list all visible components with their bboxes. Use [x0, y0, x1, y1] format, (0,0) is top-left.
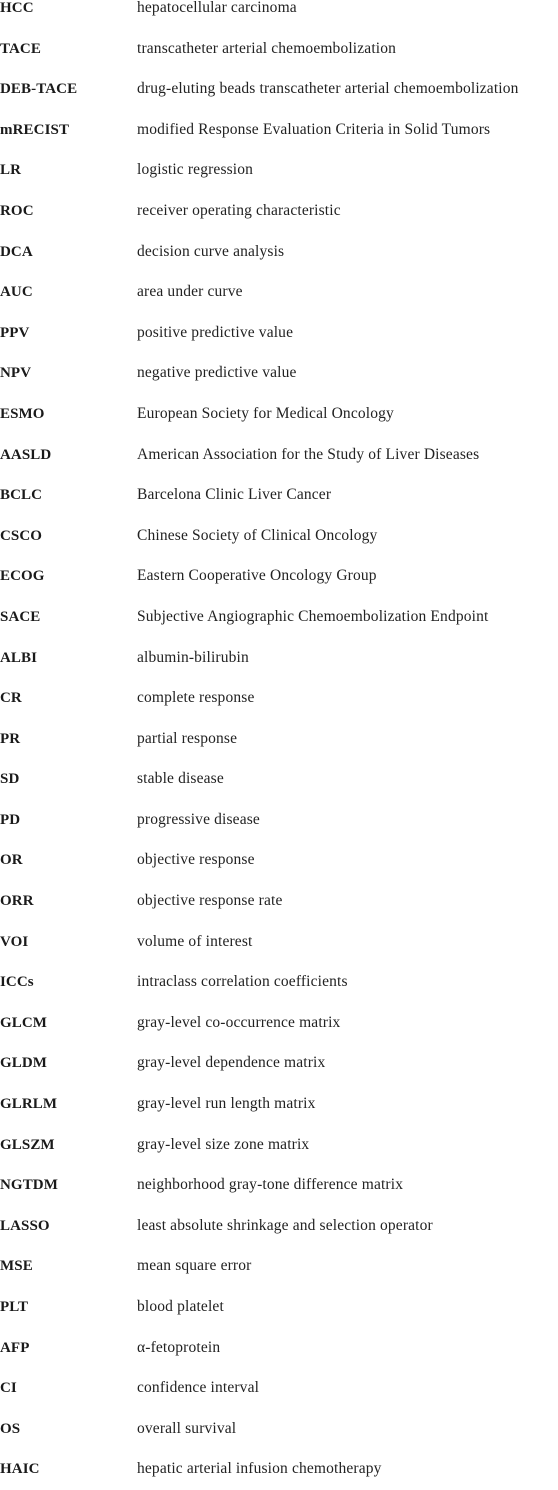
abbreviation-definition: drug-eluting beads transcatheter arterial chemoembolization	[137, 80, 519, 98]
abbreviation-row	[0, 1409, 558, 1450]
abbreviation-definition: confidence interval	[137, 1379, 260, 1397]
abbreviation-term: MSE	[0, 1258, 33, 1275]
abbreviation-row	[0, 1125, 558, 1166]
abbreviation-row	[0, 1449, 558, 1490]
abbreviation-row	[0, 353, 558, 394]
abbreviation-row	[0, 1328, 558, 1369]
abbreviation-term: NPV	[0, 365, 32, 382]
abbreviation-definition: gray-level dependence matrix	[137, 1054, 326, 1072]
abbreviation-row	[0, 1165, 558, 1206]
abbreviation-definition: negative predictive value	[137, 364, 297, 382]
abbreviation-definition: European Society for Medical Oncology	[137, 404, 394, 422]
abbreviation-definition: logistic regression	[137, 161, 254, 179]
abbreviation-term: PLT	[0, 1299, 29, 1315]
abbreviation-row	[0, 1246, 558, 1287]
abbreviation-row	[0, 1003, 558, 1044]
abbreviation-definition: modified Response Evaluation Criteria in Solid Tumors	[137, 120, 491, 138]
abbreviation-term: AUC	[0, 284, 33, 301]
abbreviation-row	[0, 0, 558, 29]
abbreviation-term: HAIC	[0, 1461, 40, 1478]
abbreviation-definition: albumin-bilirubin	[137, 648, 249, 666]
abbreviation-row	[0, 272, 558, 313]
abbreviation-definition: overall survival	[137, 1419, 237, 1437]
abbreviation-definition: volume of interest	[137, 932, 253, 950]
abbreviation-term: DCA	[0, 243, 33, 260]
abbreviation-row	[0, 191, 558, 232]
abbreviation-row	[0, 759, 558, 800]
abbreviation-row	[0, 394, 558, 435]
abbreviation-row	[0, 475, 558, 516]
abbreviation-definition: blood platelet	[137, 1298, 224, 1315]
abbreviation-term: ROC	[0, 202, 34, 219]
abbreviation-definition: gray-level size zone matrix	[137, 1135, 310, 1153]
abbreviation-term: SACE	[0, 608, 41, 625]
abbreviation-term: CSCO	[0, 527, 43, 544]
abbreviation-definition: least absolute shrinkage and selection operator	[137, 1216, 433, 1234]
abbreviation-row	[0, 719, 558, 760]
abbreviation-definition: stable disease	[137, 770, 224, 788]
abbreviation-definition: decision curve analysis	[137, 242, 285, 260]
abbreviation-row	[0, 435, 558, 476]
abbreviation-row	[0, 800, 558, 841]
abbreviation-definition: area under curve	[137, 283, 243, 301]
abbreviation-definition: American Association for the Study of Liver Diseases	[137, 445, 480, 463]
abbreviation-term: AFP	[0, 1339, 30, 1356]
abbreviation-definition: objective response	[137, 851, 255, 869]
abbreviation-row	[0, 29, 558, 70]
abbreviation-term: ECOG	[0, 568, 45, 585]
abbreviation-definition: mean square error	[137, 1257, 252, 1275]
abbreviation-definition: progressive disease	[137, 810, 260, 828]
abbreviation-definition: Subjective Angiographic Chemoembolization Endpoint	[137, 607, 489, 625]
abbreviation-row	[0, 516, 558, 557]
abbreviation-term: LASSO	[0, 1217, 50, 1234]
abbreviation-row	[0, 1287, 558, 1328]
abbreviation-definition: transcatheter arterial chemoembolization	[137, 39, 397, 57]
abbreviation-definition: intraclass correlation coefficients	[137, 973, 348, 991]
abbreviation-row	[0, 1206, 558, 1247]
abbreviation-term: PD	[0, 811, 21, 828]
abbreviation-definition: gray-level co-occurrence matrix	[137, 1013, 341, 1031]
abbreviation-term: OR	[0, 852, 23, 869]
abbreviation-term: GLSZM	[0, 1136, 55, 1153]
abbreviation-term: BCLC	[0, 487, 43, 504]
abbreviation-term: ICCs	[0, 974, 34, 991]
abbreviation-term: CR	[0, 690, 22, 707]
abbreviation-term: PPV	[0, 324, 30, 341]
abbreviation-term: ORR	[0, 893, 34, 910]
abbreviation-term: OS	[0, 1420, 21, 1437]
abbreviation-definition: hepatic arterial infusion chemotherapy	[137, 1460, 382, 1478]
abbreviation-row	[0, 597, 558, 638]
abbreviation-term: GLRLM	[0, 1096, 58, 1113]
abbreviation-definition: hepatocellular carcinoma	[137, 0, 297, 16]
abbreviation-row	[0, 1084, 558, 1125]
abbreviation-term: VOI	[0, 933, 29, 950]
abbreviation-definition: Barcelona Clinic Liver Cancer	[137, 486, 332, 504]
abbreviation-term: AASLD	[0, 446, 52, 463]
abbreviation-definition: neighborhood gray-tone difference matrix	[137, 1176, 404, 1194]
abbreviation-term: LR	[0, 162, 22, 179]
abbreviation-term: GLCM	[0, 1014, 48, 1031]
abbreviation-definition: receiver operating characteristic	[137, 201, 341, 219]
abbreviation-term: ESMO	[0, 405, 45, 422]
abbreviation-term: CI	[0, 1380, 17, 1397]
abbreviation-row	[0, 638, 558, 679]
abbreviation-term: DEB-TACE	[0, 81, 78, 98]
abbreviation-definition: positive predictive value	[137, 323, 294, 341]
abbreviation-row	[0, 678, 558, 719]
abbreviation-term: ALBI	[0, 649, 38, 666]
abbreviation-row	[0, 1043, 558, 1084]
abbreviation-term: mRECIST	[0, 121, 70, 138]
abbreviation-term: TACE	[0, 40, 41, 57]
abbreviation-definition: α-fetoprotein	[137, 1338, 221, 1356]
abbreviation-term: SD	[0, 771, 20, 788]
abbreviation-definition: complete response	[137, 689, 255, 707]
abbreviation-row	[0, 110, 558, 151]
abbreviation-row	[0, 313, 558, 354]
abbreviation-definition: gray-level run length matrix	[137, 1095, 316, 1113]
abbreviation-row	[0, 840, 558, 881]
abbreviation-row	[0, 69, 558, 110]
abbreviation-row	[0, 962, 558, 1003]
abbreviation-row	[0, 1368, 558, 1409]
abbreviation-term: HCC	[0, 0, 34, 16]
abbreviation-row	[0, 232, 558, 273]
abbreviation-term: NGTDM	[0, 1177, 58, 1194]
abbreviation-definition: Chinese Society of Clinical Oncology	[137, 526, 378, 544]
abbreviation-definition: Eastern Cooperative Oncology Group	[137, 567, 377, 585]
abbreviation-row	[0, 881, 558, 922]
abbreviation-row	[0, 922, 558, 963]
abbreviation-definition: partial response	[137, 729, 238, 747]
abbreviation-definition: objective response rate	[137, 892, 283, 910]
abbreviation-term: GLDM	[0, 1055, 48, 1072]
abbreviation-row	[0, 150, 558, 191]
abbreviation-row	[0, 556, 558, 597]
abbreviation-term: PR	[0, 730, 21, 747]
